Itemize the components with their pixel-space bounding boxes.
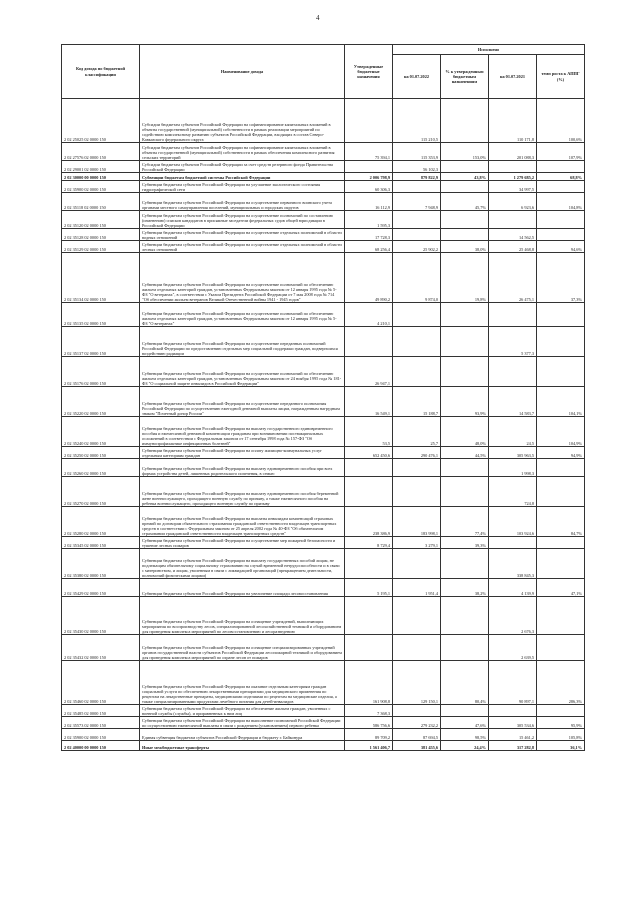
row-code: 2 02 40000 00 0000 150 <box>62 741 140 751</box>
row-pct <box>441 635 489 661</box>
row-pct <box>441 327 489 357</box>
table-row <box>62 357 585 387</box>
row-approved <box>345 477 393 507</box>
header-growth: темп роста к АППГ (%) <box>537 55 585 99</box>
row-code: 2 02 35270 02 0000 150 <box>62 477 140 507</box>
row-approved: 1 595,3 <box>345 211 393 229</box>
row-approved: 586 756,6 <box>345 717 393 729</box>
row-value-2022 <box>393 303 441 327</box>
row-code: 2 02 35135 02 0000 150 <box>62 303 140 327</box>
page-number: 4 <box>316 14 320 22</box>
table-row <box>62 635 585 661</box>
row-pct: 43,8% <box>441 173 489 181</box>
row-pct: 45,7% <box>441 193 489 211</box>
row-name: Субвенции бюджетам субъектов Российской Федерации на осуществление полномочий по обеспечению жильем отдельных категорий граждан, установленных Федеральным законом от 24 ноября 1995 года № 181-ФЗ "О социальной защите инвалидов в Российской Федерации" <box>140 357 345 387</box>
row-growth <box>537 549 585 579</box>
row-value-2022 <box>393 459 441 477</box>
row-pct <box>441 357 489 387</box>
row-growth: 84,7% <box>537 507 585 537</box>
table-row <box>62 303 585 327</box>
row-name: Субвенции бюджетам субъектов Российской Федерации на выплату государственного единовременного пособия и ежемесячной денежной компенсации гражданам при возникновении поствакцинальных осложнений в соответствии с Федеральным законом от 17 сентября 1998 года № 157-ФЗ "Об иммунопрофилактике инфекционных болезней" <box>140 417 345 447</box>
row-pct <box>441 161 489 173</box>
row-growth: 47,1% <box>537 579 585 597</box>
row-value-2021: 305 963,5 <box>489 447 537 459</box>
table-row <box>62 447 585 459</box>
row-code: 2 02 35220 02 0000 150 <box>62 387 140 417</box>
row-growth <box>537 327 585 357</box>
row-value-2021: 26 475,1 <box>489 253 537 303</box>
row-pct: 39,3% <box>441 537 489 549</box>
row-approved: 1 561 406,7 <box>345 741 393 751</box>
row-approved: 7 368,3 <box>345 705 393 717</box>
row-code: 2 02 35280 02 0000 150 <box>62 507 140 537</box>
row-name: Субвенции бюджетам субъектов Российской Федерации на осуществление полномочий по обеспечению жильем отдельных категорий граждан, установленных Федеральным законом от 12 января 1995 года № 5-ФЗ "О ветеранах", в соответствии с Указом Президента Российской Федерации от 7 мая 2008 года № 714 "Об обеспечении жильем ветеранов Великой Отечественной войны 1941 - 1945 годов" <box>140 253 345 303</box>
row-approved: 238 386,9 <box>345 507 393 537</box>
table-row <box>62 741 585 751</box>
row-code: 2 02 35573 02 0000 150 <box>62 717 140 729</box>
row-approved: 4 210,1 <box>345 303 393 327</box>
row-value-2021: 5 377,3 <box>489 327 537 357</box>
row-value-2022: 279 232,2 <box>393 717 441 729</box>
row-growth: 94,6% <box>537 241 585 253</box>
row-approved: 17 728,3 <box>345 229 393 241</box>
row-value-2021 <box>489 161 537 173</box>
row-approved <box>345 161 393 173</box>
row-value-2021: 34 997,5 <box>489 181 537 193</box>
row-code: 2 02 35118 02 0000 150 <box>62 193 140 211</box>
row-growth: 104,9% <box>537 417 585 447</box>
row-name: Субсидии бюджетам субъектов Российской Федерации на софинансирование капитальных вложений в объекты государственной (муниципальной) собственности в рамках реализации мероприятий по содействию комплексному развитию субъектов Российской Федерации, входящих в состав Северо-Кавказского федерального округа <box>140 99 345 143</box>
row-pct: 38,2% <box>441 579 489 597</box>
header-pct-approved: % к утвержденным бюджетным назначениям <box>441 55 489 99</box>
row-code: 2 02 35137 02 0000 150 <box>62 327 140 357</box>
row-value-2022: 1 951,4 <box>393 579 441 597</box>
row-pct <box>441 705 489 717</box>
row-name: Субвенции бюджетам субъектов Российской Федерации на оплату жилищно-коммунальных услуг отдельным категориям граждан <box>140 447 345 459</box>
table-row <box>62 661 585 705</box>
row-code: 2 02 35240 02 0000 150 <box>62 417 140 447</box>
row-value-2022 <box>393 327 441 357</box>
row-value-2022: 3 279,1 <box>393 537 441 549</box>
row-value-2021: 338 845,3 <box>489 549 537 579</box>
row-value-2021: 24,5 <box>489 417 537 447</box>
row-approved: 75 394,1 <box>345 143 393 161</box>
row-growth <box>537 477 585 507</box>
row-name: Иные межбюджетные трансферты <box>140 741 345 751</box>
row-value-2022 <box>393 705 441 717</box>
row-approved: 16 112,9 <box>345 193 393 211</box>
row-approved: 49 890,2 <box>345 253 393 303</box>
table-row <box>62 211 585 229</box>
row-growth <box>537 161 585 173</box>
row-code: 2 02 35129 02 0000 150 <box>62 241 140 253</box>
row-value-2022: 7 948,9 <box>393 193 441 211</box>
row-pct <box>441 229 489 241</box>
row-approved <box>345 635 393 661</box>
row-growth: 104,1% <box>537 387 585 417</box>
row-value-2021: 724,8 <box>489 477 537 507</box>
row-name: Субвенции бюджетам субъектов Российской Федерации на осуществление мер пожарной безопасности и тушение лесных пожаров <box>140 537 345 549</box>
row-value-2022 <box>393 477 441 507</box>
row-pct <box>441 597 489 635</box>
table-row <box>62 173 585 181</box>
row-approved: 161 908,8 <box>345 661 393 705</box>
table-row <box>62 387 585 417</box>
row-approved: 53,5 <box>345 417 393 447</box>
row-name: Субвенции бюджетам субъектов Российской Федерации на оснащение специализированных учреждений органов государственной власти субъектов Российской Федерации лесопожарной техникой и оборудованием для проведения комплекса мероприятий по охране лесов от пожаров <box>140 635 345 661</box>
row-value-2021: 14 562,5 <box>489 229 537 241</box>
row-name: Субвенции бюджетам субъектов Российской Федерации на выплату единовременного пособия беременной жене военнослужащего, проходящего военную службу по призыву, а также ежемесячного пособия на ребенка военнослужащего, проходящего военную службу по призыву <box>140 477 345 507</box>
row-name: Субвенции бюджетам субъектов Российской Федерации на оказание отдельным категориям граждан социальной услуги по обеспечению лекарственными препаратами для медицинского применения по рецептам на лекарственные препараты, медицинскими изделиями по рецептам на медицинские изделия, а также специализированными продуктами лечебного питания для детей-инвалидов <box>140 661 345 705</box>
row-approved: 16 549,1 <box>345 387 393 417</box>
table-row <box>62 579 585 597</box>
row-code: 2 02 35134 02 0000 150 <box>62 253 140 303</box>
row-pct: 153,0% <box>441 143 489 161</box>
row-value-2021: 201 088,3 <box>489 143 537 161</box>
table-row <box>62 459 585 477</box>
row-name: Единая субвенция бюджетам субъектов Российской Федерации и бюджету г. Байконура <box>140 729 345 741</box>
table-row <box>62 729 585 741</box>
row-growth: 286,3% <box>537 661 585 705</box>
row-value-2021: 90 897,1 <box>489 661 537 705</box>
row-pct: 47,6% <box>441 717 489 729</box>
row-pct <box>441 477 489 507</box>
row-value-2022 <box>393 597 441 635</box>
header-on-date-2022: на 01.07.2022 <box>393 55 441 99</box>
row-approved <box>345 549 393 579</box>
row-growth <box>537 705 585 717</box>
row-growth: 37,3% <box>537 253 585 303</box>
row-growth: 104,8% <box>537 193 585 211</box>
table-row <box>62 537 585 549</box>
row-value-2022: 115 210,5 <box>393 99 441 143</box>
row-name: Субсидии бюджетам субъектов Российской Федерации на софинансирование капитальных вложений в объекты государственной (муниципальной) собственности в рамках обеспечения комплексного развития сельских территорий <box>140 143 345 161</box>
row-approved <box>345 597 393 635</box>
revenue-table <box>61 44 585 751</box>
row-value-2021 <box>489 705 537 717</box>
row-name: Субвенции бюджетам бюджетной системы Российской Федерации <box>140 173 345 181</box>
table-row <box>62 549 585 579</box>
row-value-2022 <box>393 357 441 387</box>
row-approved <box>345 99 393 143</box>
header-name: Наименование дохода <box>140 45 345 99</box>
row-value-2021: 25 468,8 <box>489 241 537 253</box>
row-code: 2 02 35250 02 0000 150 <box>62 447 140 459</box>
row-value-2022 <box>393 549 441 579</box>
row-code: 2 02 27576 02 0000 150 <box>62 143 140 161</box>
row-approved: 5 195,1 <box>345 579 393 597</box>
row-pct: 44,5% <box>441 447 489 459</box>
row-value-2021: 305 534,6 <box>489 717 537 729</box>
row-name: Субвенции бюджетам субъектов Российской Федерации на выплаты инвалидам компенсаций страховых премий по договорам обязательного страхования гражданской ответственности владельцев транспортных средств в соответствии с Федеральным законом от 25 апреля 2002 года № 40-ФЗ "Об обязательном страховании гражданской ответственности владельцев транспортных средств" <box>140 507 345 537</box>
row-name: Субвенции бюджетам субъектов Российской Федерации на осуществление первичного воинского учета органами местного самоуправления поселений, муниципальных и городских округов <box>140 193 345 211</box>
table-row <box>62 193 585 211</box>
row-growth <box>537 229 585 241</box>
row-code: 2 02 35432 02 0000 150 <box>62 635 140 661</box>
row-value-2022: 381 455,6 <box>393 741 441 751</box>
row-name: Субвенции бюджетам субъектов Российской Федерации на обеспечение жильем граждан, уволенных с военной службы (службы), и приравненных к ним лиц <box>140 705 345 717</box>
row-value-2021: 6 923,6 <box>489 193 537 211</box>
row-pct: 24,4% <box>441 741 489 751</box>
row-approved: 652 450,6 <box>345 447 393 459</box>
table-row <box>62 229 585 241</box>
row-code: 2 02 29001 02 0000 150 <box>62 161 140 173</box>
row-approved: 8 729,4 <box>345 537 393 549</box>
table-row <box>62 99 585 143</box>
row-growth: 94,9% <box>537 447 585 459</box>
row-name: Субвенции бюджетам субъектов Российской Федерации на улучшение экологического состояния гидрографической сети <box>140 181 345 193</box>
row-value-2022 <box>393 211 441 229</box>
row-value-2021 <box>489 357 537 387</box>
row-value-2021: 103 924,6 <box>489 507 537 537</box>
row-value-2022 <box>393 229 441 241</box>
row-approved: 60 306,3 <box>345 181 393 193</box>
row-pct: 19,8% <box>441 253 489 303</box>
row-value-2021: 1 279 685,2 <box>489 173 537 181</box>
table-row <box>62 597 585 635</box>
row-name: Субвенции бюджетам субъектов Российской Федерации на оснащение учреждений, выполняющих мероприятия по воспроизводству лесов, специализированной лесохозяйственной техникой и оборудованием для проведения комплекса мероприятий по лесовосстановлению и лесоразведению <box>140 597 345 635</box>
row-growth <box>537 357 585 387</box>
row-growth <box>537 211 585 229</box>
row-pct <box>441 303 489 327</box>
row-code: 2 02 35128 02 0000 150 <box>62 229 140 241</box>
row-value-2022: 115 353,9 <box>393 143 441 161</box>
row-code: 2 02 35430 02 0000 150 <box>62 597 140 635</box>
row-growth <box>537 181 585 193</box>
row-code: 2 02 35485 02 0000 150 <box>62 705 140 717</box>
table-row <box>62 327 585 357</box>
row-pct <box>441 549 489 579</box>
table-row <box>62 705 585 717</box>
row-growth: 107,9% <box>537 143 585 161</box>
row-value-2021: 2 639,5 <box>489 635 537 661</box>
row-code: 2 02 35345 02 0000 150 <box>62 537 140 549</box>
row-value-2021: 4 139,9 <box>489 579 537 597</box>
row-value-2021: 317 282,8 <box>489 741 537 751</box>
row-code: 2 02 35900 02 0000 150 <box>62 729 140 741</box>
table-row <box>62 417 585 447</box>
row-pct: 80,4% <box>441 661 489 705</box>
row-code: 2 02 35176 02 0000 150 <box>62 357 140 387</box>
header-code: Код дохода по бюджетной классификации <box>62 45 140 99</box>
row-pct: 38,0% <box>441 241 489 253</box>
row-pct: 77,4% <box>441 507 489 537</box>
row-code: 2 02 25025 02 0000 150 <box>62 99 140 143</box>
row-value-2021 <box>489 303 537 327</box>
row-approved: 68 256,4 <box>345 241 393 253</box>
row-pct <box>441 459 489 477</box>
table-row <box>62 477 585 507</box>
row-value-2022: 87 694,5 <box>393 729 441 741</box>
table-row <box>62 241 585 253</box>
row-approved: 2 006 798,9 <box>345 173 393 181</box>
row-growth <box>537 459 585 477</box>
row-value-2021: 1 998,3 <box>489 459 537 477</box>
row-name: Субвенции бюджетам субъектов Российской Федерации на осуществление переданного полномочия Российской Федерации по осуществлению ежегодной денежной выплаты лицам, награжденным нагрудным знаком "Почетный донор России" <box>140 387 345 417</box>
table-row <box>62 717 585 729</box>
row-pct <box>441 99 489 143</box>
row-value-2022: 56 102,3 <box>393 161 441 173</box>
row-growth: 36,1% <box>537 741 585 751</box>
table-row <box>62 507 585 537</box>
row-growth: 100,6% <box>537 99 585 143</box>
row-value-2022: 290 476,1 <box>393 447 441 459</box>
row-code: 2 02 35460 02 0000 150 <box>62 661 140 705</box>
row-approved: 89 709,2 <box>345 729 393 741</box>
row-value-2022: 15 188,7 <box>393 387 441 417</box>
row-growth <box>537 597 585 635</box>
row-growth: 105,8% <box>537 729 585 741</box>
row-growth <box>537 303 585 327</box>
header-approved: Утвержденные бюджетные назначения <box>345 45 393 99</box>
row-code: 2 02 30000 00 0000 150 <box>62 173 140 181</box>
row-value-2021: 110 171,8 <box>489 99 537 143</box>
row-value-2021: 14 583,7 <box>489 387 537 417</box>
row-name: Субвенции бюджетам субъектов Российской Федерации на осуществление переданных полномочий Российской Федерации по предоставлению отдельных мер социальной поддержки граждан, подвергшихся воздействию радиации <box>140 327 345 357</box>
row-value-2022 <box>393 181 441 193</box>
row-name: Субвенции бюджетам субъектов Российской Федерации на выплату государственных пособий лицам, не подлежащим обязательному социальному страхованию на случай временной нетрудоспособности и в связи с материнством, и лицам, уволенным в связи с ликвидацией организаций (прекращением деятельности, полномочий физическими лицами) <box>140 549 345 579</box>
row-name: Субвенции бюджетам субъектов Российской Федерации на выполнение полномочий Российской Федерации по осуществлению ежемесячной выплаты в связи с рождением (усыновлением) первого ребенка <box>140 717 345 729</box>
row-value-2021: 2 676,3 <box>489 597 537 635</box>
row-pct: 98,5% <box>441 729 489 741</box>
row-value-2022: 25,7 <box>393 417 441 447</box>
row-value-2022: 129 150,1 <box>393 661 441 705</box>
row-name: Субсидии бюджетам субъектов Российской Федерации за счет средств резервного фонда Правительства Российской Федерации <box>140 161 345 173</box>
row-code: 2 02 35429 02 0000 150 <box>62 579 140 597</box>
row-approved: 26 947,1 <box>345 357 393 387</box>
row-pct <box>441 211 489 229</box>
row-approved <box>345 459 393 477</box>
row-growth <box>537 635 585 661</box>
row-name: Субвенции бюджетам субъектов Российской Федерации на осуществление отдельных полномочий в области лесных отношений <box>140 241 345 253</box>
header-executed: Исполнено <box>393 45 585 55</box>
row-pct: 93,9% <box>441 387 489 417</box>
row-pct: 48,0% <box>441 417 489 447</box>
row-value-2021 <box>489 537 537 549</box>
header-on-date-2021: на 01.07.2021 <box>489 55 537 99</box>
row-code: 2 02 35120 02 0000 150 <box>62 211 140 229</box>
row-code: 2 02 35380 02 0000 150 <box>62 549 140 579</box>
table-row <box>62 143 585 161</box>
row-value-2022: 879 822,9 <box>393 173 441 181</box>
table-row <box>62 253 585 303</box>
table-row <box>62 181 585 193</box>
row-value-2022: 9 874,0 <box>393 253 441 303</box>
row-code: 2 02 35260 02 0000 150 <box>62 459 140 477</box>
row-value-2022: 25 902,2 <box>393 241 441 253</box>
row-name: Субвенции бюджетам субъектов Российской Федерации на увеличение площади лесовосстановления <box>140 579 345 597</box>
row-growth: 95,9% <box>537 717 585 729</box>
row-code: 2 02 35900 02 0000 150 <box>62 181 140 193</box>
row-value-2021 <box>489 211 537 229</box>
row-name: Субвенции бюджетам субъектов Российской Федерации на выплату единовременного пособия при всех формах устройства детей, лишенных родительского попечения, в семью <box>140 459 345 477</box>
row-value-2022 <box>393 635 441 661</box>
row-name: Субвенции бюджетам субъектов Российской Федерации на осуществление полномочий по обеспечению жильем отдельных категорий граждан, установленных Федеральным законом от 12 января 1995 года № 5-ФЗ "О ветеранах" <box>140 303 345 327</box>
row-name: Субвенции бюджетам субъектов Российской Федерации на осуществление полномочий по составлению (изменению) списков кандидатов в присяжные заседатели федеральных судов общей юрисдикции в Российской Федерации <box>140 211 345 229</box>
table-body <box>62 99 585 751</box>
row-name: Субвенции бюджетам субъектов Российской Федерации на осуществление отдельных полномочий в области водных отношений <box>140 229 345 241</box>
row-approved <box>345 327 393 357</box>
row-pct <box>441 181 489 193</box>
row-value-2021: 15 461,2 <box>489 729 537 741</box>
table-row <box>62 161 585 173</box>
row-growth <box>537 537 585 549</box>
row-value-2022: 183 998,1 <box>393 507 441 537</box>
row-growth: 68,8% <box>537 173 585 181</box>
